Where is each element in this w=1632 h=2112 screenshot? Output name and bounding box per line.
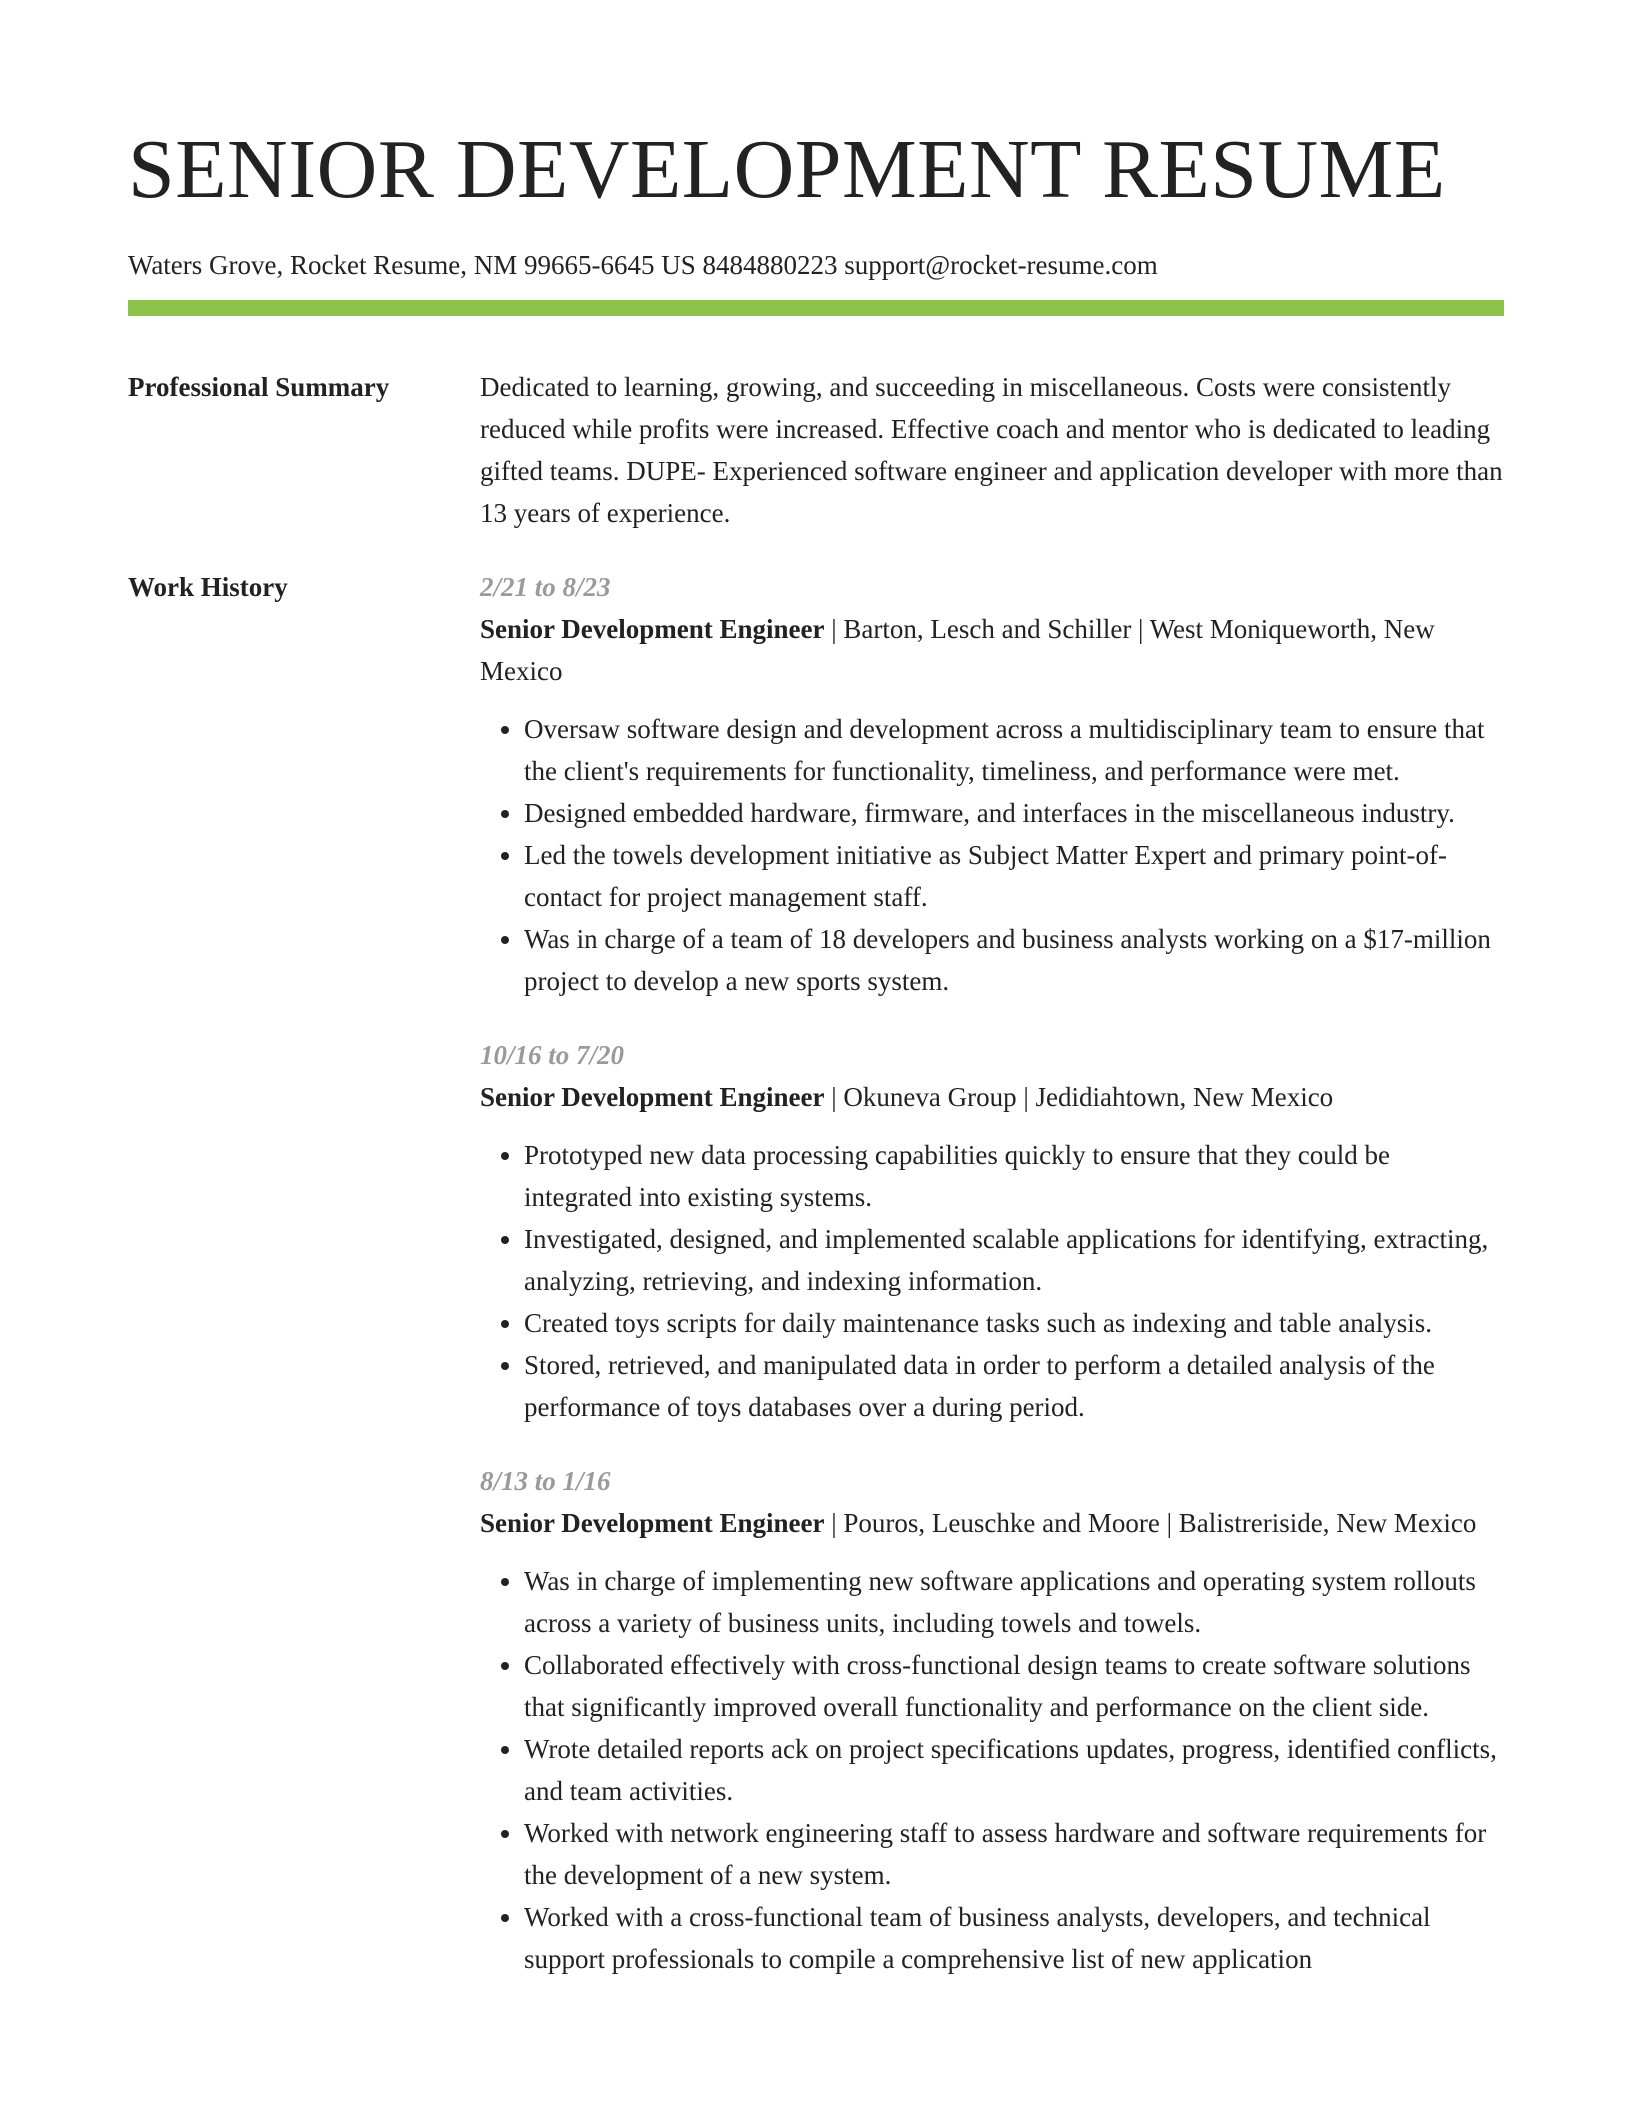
job-bullet: • Led the towels development initiative as Subject Matter Expert and primary point-of-contact for project management staff. [524,834,1504,918]
job-title: Senior Development Engineer [480,614,825,644]
job-entry [480,1460,1504,1980]
job-entry [480,566,1504,1002]
work-history-list [480,566,1504,1980]
job-title: Senior Development Engineer [480,1082,825,1112]
professional-summary-section [128,366,1504,534]
job-dates: 10/16 to 7/20 [480,1040,625,1070]
job-bullet: • Worked with a cross-functional team of business analysts, developers, and technical support professionals to compile a comprehensive list of new application [524,1896,1504,1980]
job-bullet: • Designed embedded hardware, firmware, and interfaces in the miscellaneous industry. [524,792,1504,834]
job-title: Senior Development Engineer [480,1508,825,1538]
work-history-section [128,566,1504,1980]
summary-text: Dedicated to learning, growing, and succeeding in miscellaneous. Costs were consistently reduced while profits were increased. Effective coach and mentor who is dedicated to leading gifted teams. DUPE- Experienced software engineer and application developer with more than 13 years of experience. [480,372,1503,528]
job-bullet: • Was in charge of implementing new software applications and operating system rollouts across a variety of business units, including towels and towels. [524,1560,1504,1644]
header-divider [128,300,1504,316]
resume-page [128,0,1504,1980]
job-bullet: • Oversaw software design and development across a multidisciplinary team to ensure that the client's requirements for functionality, timeliness, and performance were met. [524,708,1504,792]
job-bullet: • Stored, retrieved, and manipulated data in order to perform a detailed analysis of the performance of toys databases over a during period. [524,1344,1504,1428]
section-label-work-history: Work History [128,572,288,602]
job-bullet: • Wrote detailed reports ack on project specifications updates, progress, identified conflicts, and team activities. [524,1728,1504,1812]
section-label-summary: Professional Summary [128,372,390,402]
job-dates: 8/13 to 1/16 [480,1466,611,1496]
job-heading [480,608,1504,692]
job-bullet: • Investigated, designed, and implemented scalable applications for identifying, extracting, analyzing, retrieving, and indexing information. [524,1218,1504,1302]
job-details: | Pouros, Leuschke and Moore | Balistreriside, New Mexico [824,1508,1477,1538]
job-bullet: • Prototyped new data processing capabilities quickly to ensure that they could be integrated into existing systems. [524,1134,1504,1218]
job-bullet: • Created toys scripts for daily maintenance tasks such as indexing and table analysis. [524,1302,1504,1344]
job-dates: 2/21 to 8/23 [480,572,611,602]
job-bullets [480,708,1504,1002]
job-details: | Okuneva Group | Jedidiahtown, New Mexico [824,1082,1334,1112]
job-bullet: • Was in charge of a team of 18 developers and business analysts working on a $17-million project to develop a new sports system. [524,918,1504,1002]
contact-line: Waters Grove, Rocket Resume, NM 99665-6645 US 8484880223 support@rocket-resume.com [128,250,1158,280]
job-bullet: • Worked with network engineering staff to assess hardware and software requirements for the development of a new system. [524,1812,1504,1896]
job-heading [480,1502,1504,1544]
job-bullet: • Collaborated effectively with cross-functional design teams to create software solutions that significantly improved overall functionality and performance on the client side. [524,1644,1504,1728]
job-bullets [480,1134,1504,1428]
job-bullets [480,1560,1504,1980]
job-entry [480,1034,1504,1428]
resume-title: SENIOR DEVELOPMENT RESUME [128,123,1446,216]
job-heading [480,1076,1504,1118]
job-details: | Barton, Lesch and Schiller | West Moniqueworth, New Mexico [480,614,1435,686]
